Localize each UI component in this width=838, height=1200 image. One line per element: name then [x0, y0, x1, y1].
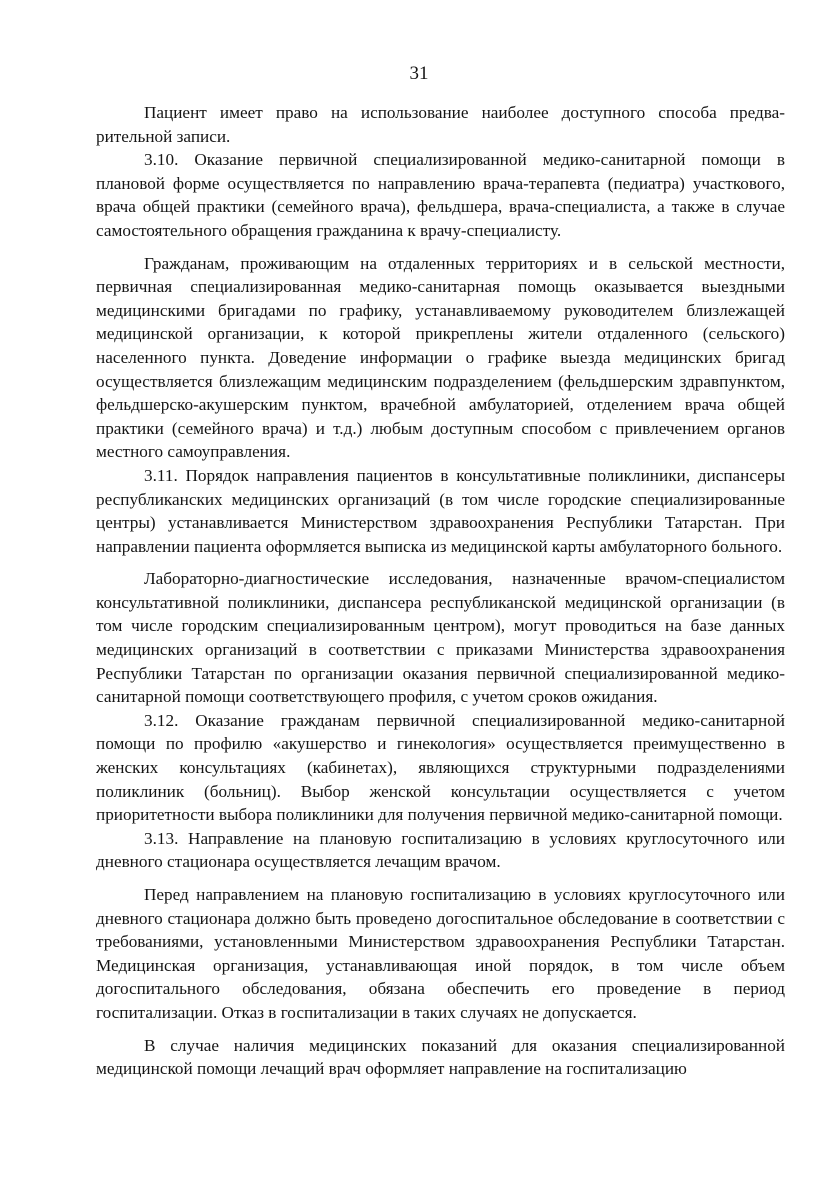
- page-number: 31: [409, 63, 429, 84]
- paragraph-remote-territories: Гражданам, проживающим на отдаленных территориях и в сельской местности, первичная специализированная медико-санитарная помощь оказывается выездными медицинскими бригадами по графику, устанавливаемому руководителем близлежащей медицинской организации, к которой прикреплены жители отдаленного (сельского) населенного пункта. Доведение информации о графике выезда медицинских бригад осуществляется близлежащим медицинским подразделением (фельдшерским здравпунктом, фельдшерско-акушерским пунктом, врачебной амбулаторией, отделением врача общей практики (семейного врача) и т.д.) любым доступным способом с привлечением органов местного самоуправления.: [96, 253, 785, 462]
- paragraph-pre-hospital-exam: Перед направлением на плановую госпитализацию в условиях круглосуточного или дневного стационара должно быть проведено догоспитальное обследование в соответствии с требованиями, установленными Министерством здравоохранения Республики Татарстан. Медицинская организация, устанавливающая иной порядок, в том числе объем догоспитального обследования, обязана обеспечить его проведение в период госпитализации. Отказ в госпитализации в таких случаях не допускается.: [96, 885, 785, 1022]
- paragraph-3-10: 3.10. Оказание первичной специализированной медико-санитарной помощи в плановой форме осуществляется по направлению врача-терапевта (педиатра) участкового, врача общей практики (семейного врача), фельдшера, врача-специалиста, а также в случае самостоятельного обращения гражданина к врачу-специалисту.: [96, 150, 785, 240]
- paragraph-medical-indications: В случае наличия медицинских показаний для оказания специализированной медицинской помощи лечащий врач оформляет направление на госпитализацию: [96, 1035, 785, 1079]
- paragraph-3-11: 3.11. Порядок направления пациентов в консультативные поликлиники, диспансеры республиканских медицинских организаций (в том числе городские специализированные центры) устанавливается Министерством здравоохранения Республики Татарстан. При направлении пациента оформляется выписка из медицинской карты амбулаторного больного.: [96, 465, 785, 556]
- document-body: [96, 101, 785, 1081]
- paragraph-3-13: 3.13. Направление на плановую госпитализацию в условиях круглосуточного или дневного стационара осуществляется лечащим врачом.: [96, 828, 785, 872]
- paragraph-lab-diagnostics: Лабораторно-диагностические исследования, назначенные врачом-специалистом консультативной поликлиники, диспансера республиканской медицинской организации (в том числе городским специализированным центром), могут проводиться на базе данных медицинских организаций в соответствии с приказами Министерства здравоохранения Республики Татарстан по организации оказания первичной специализированной медико-санитарной помощи соответствующего профиля, с учетом сроков ожидания.: [96, 569, 785, 707]
- paragraph-appointment-method: Пациент имеет право на использование наиболее доступного способа предварительной записи.: [96, 103, 785, 146]
- paragraph-3-12: 3.12. Оказание гражданам первичной специализированной медико-санитарной помощи по профилю «акушерство и гинекология» осуществляется преимущественно в женских консультациях (кабинетах), являющихся структурными подразделениями поликлиник (больниц). Выбор женской консультации осуществляется с учетом приоритетности выбора поликлиники для получения первичной медико-санитарной помощи.: [96, 710, 785, 825]
